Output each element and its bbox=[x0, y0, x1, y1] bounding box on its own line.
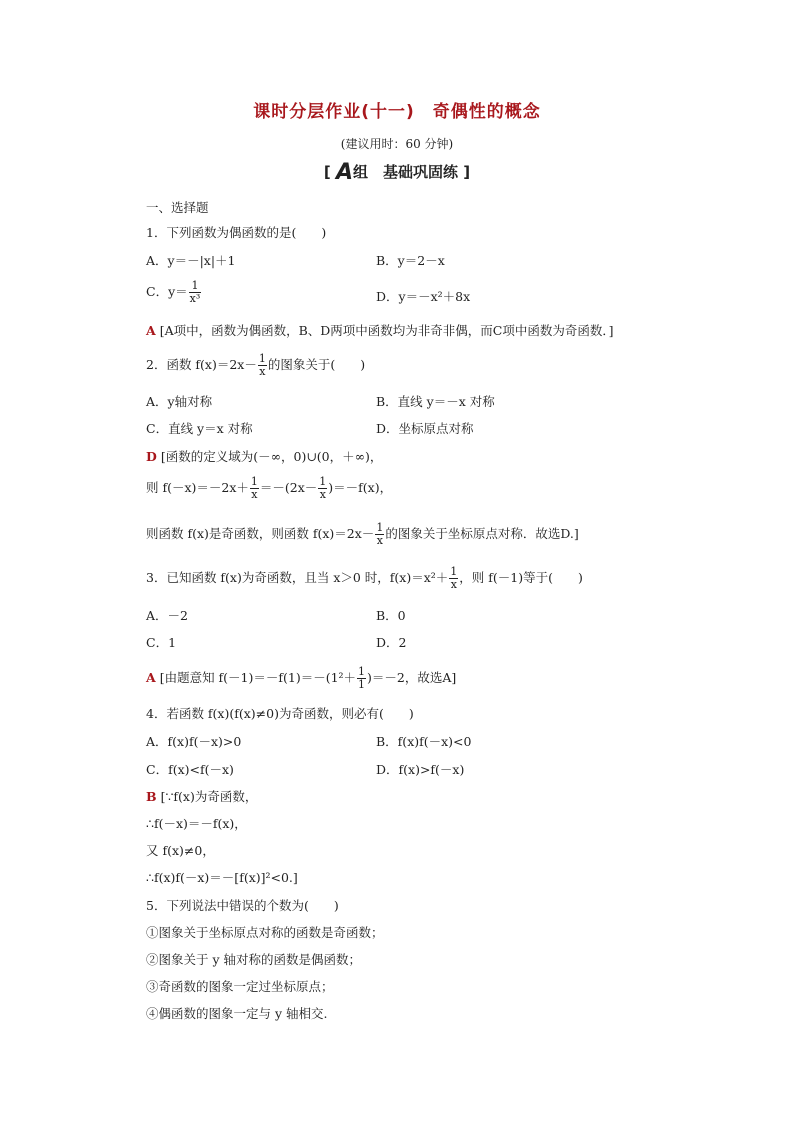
q3-exp-prefix: [由题意知 f(－1)＝－f(1)＝－(1²＋ bbox=[159, 670, 357, 685]
q1-answer: A bbox=[146, 323, 156, 338]
q4-explanation-1: [∵f(x)为奇函数， bbox=[160, 789, 258, 804]
fraction-numerator: 1 bbox=[376, 521, 384, 534]
fraction-numerator: 1 bbox=[189, 280, 202, 293]
page-title: 课时分层作业(十一) 奇偶性的概念 bbox=[253, 102, 541, 122]
q2-stem-prefix: 2．函数 f(x)＝2x－ bbox=[146, 357, 257, 372]
q3-answer-line bbox=[146, 666, 456, 691]
fraction-denominator: 1 bbox=[358, 678, 366, 691]
q5-statement-2: ②图象关于 y 轴对称的函数是偶函数； bbox=[146, 952, 362, 967]
q2-option-c: C．直线 y＝x 对称 bbox=[146, 421, 253, 436]
q2-stem-fraction bbox=[258, 353, 267, 378]
q4-explanation-3: 又 f(x)≠0， bbox=[146, 843, 215, 858]
fraction-denominator: x bbox=[251, 488, 258, 501]
q1-option-d: D．y＝－x²＋8x bbox=[376, 289, 471, 304]
fraction-numerator: 1 bbox=[250, 475, 258, 488]
q2-option-d: D．坐标原点对称 bbox=[376, 421, 474, 436]
q2-answer-line bbox=[146, 448, 382, 466]
q1-option-c bbox=[146, 280, 202, 305]
q2-explanation-3 bbox=[146, 522, 579, 547]
q5-stem: 5．下列说法中错误的个数为( ) bbox=[146, 898, 339, 913]
q2-exp3-suffix: 的图象关于坐标原点对称．故选D.] bbox=[385, 526, 579, 541]
q2-option-a: A．y轴对称 bbox=[146, 394, 213, 409]
q3-stem-suffix: ，则 f(－1)等于( ) bbox=[459, 570, 583, 585]
q1-option-b: B．y＝2－x bbox=[376, 253, 445, 268]
q2-exp3-fraction bbox=[375, 522, 384, 547]
q2-exp2-fraction-2 bbox=[318, 476, 327, 501]
group-heading bbox=[0, 160, 794, 185]
q3-answer: A bbox=[146, 670, 156, 685]
fraction-numerator: 1 bbox=[450, 565, 458, 578]
fraction-numerator: 1 bbox=[358, 665, 366, 678]
q4-explanation-4: ∴f(x)f(－x)＝－[f(x)]²<0.] bbox=[146, 870, 298, 885]
group-bracket-open: [ bbox=[323, 163, 331, 181]
group-label: 组 基础巩固练 bbox=[353, 163, 459, 181]
q4-answer-line bbox=[146, 788, 257, 806]
q4-answer: B bbox=[146, 789, 157, 804]
q2-exp2-prefix: 则 f(－x)＝－2x＋ bbox=[146, 480, 249, 495]
q1-answer-line bbox=[146, 322, 614, 340]
q4-option-b: B．f(x)f(－x)<0 bbox=[376, 734, 472, 749]
q3-stem bbox=[146, 566, 583, 591]
fraction-numerator: 1 bbox=[258, 352, 266, 365]
fraction-denominator: x bbox=[376, 534, 383, 547]
q1-option-c-prefix: C．y＝ bbox=[146, 284, 188, 299]
group-bracket-close: ] bbox=[463, 163, 471, 181]
q5-statement-1: ①图象关于坐标原点对称的函数是奇函数； bbox=[146, 925, 384, 940]
q4-option-d: D．f(x)>f(－x) bbox=[376, 762, 465, 777]
q3-option-c: C．1 bbox=[146, 635, 177, 650]
q1-explanation: [A项中，函数为偶函数，B、D两项中函数均为非奇非偶，而C项中函数为奇函数．] bbox=[159, 323, 614, 338]
time-hint: (建议用时：60 分钟) bbox=[340, 137, 454, 151]
q1-stem: 1．下列函数为偶函数的是( ) bbox=[146, 225, 327, 240]
q3-exp-suffix: )＝－2，故选A] bbox=[367, 670, 457, 685]
fraction-numerator: 1 bbox=[319, 475, 327, 488]
q1-option-c-fraction bbox=[189, 280, 202, 305]
q3-option-b: B．0 bbox=[376, 608, 406, 623]
fraction-denominator: x bbox=[259, 365, 266, 378]
q2-exp2-fraction-1 bbox=[250, 476, 259, 501]
q2-stem-suffix: 的图象关于( ) bbox=[267, 357, 366, 372]
section-heading: 一、选择题 bbox=[146, 200, 209, 215]
q5-statement-3: ③奇函数的图象一定过坐标原点； bbox=[146, 979, 334, 994]
q3-option-d: D．2 bbox=[376, 635, 407, 650]
q3-exp-fraction bbox=[357, 666, 366, 691]
q2-explanation-2 bbox=[146, 476, 392, 501]
fraction-denominator: x bbox=[319, 488, 326, 501]
q4-explanation-2: ∴f(－x)＝－f(x)， bbox=[146, 816, 247, 831]
q3-stem-fraction bbox=[449, 566, 458, 591]
q4-stem: 4．若函数 f(x)(f(x)≠0)为奇函数，则必有( ) bbox=[146, 706, 414, 721]
q2-explanation-1: [函数的定义域为(－∞，0)∪(0，＋∞)， bbox=[160, 449, 383, 464]
q3-stem-prefix: 3．已知函数 f(x)为奇函数，且当 x＞0 时，f(x)＝x²＋ bbox=[146, 570, 449, 585]
q2-exp3-prefix: 则函数 f(x)是奇函数，则函数 f(x)＝2x－ bbox=[146, 526, 375, 541]
q4-option-a: A．f(x)f(－x)>0 bbox=[146, 734, 242, 749]
q3-option-a: A．－2 bbox=[146, 608, 188, 623]
q4-option-c: C．f(x)<f(－x) bbox=[146, 762, 234, 777]
q2-exp2-middle: ＝－(2x－ bbox=[259, 480, 318, 495]
q1-option-a: A．y＝－|x|＋1 bbox=[146, 253, 236, 268]
fraction-denominator: x³ bbox=[189, 292, 201, 305]
q5-statement-4: ④偶函数的图象一定与 y 轴相交. bbox=[146, 1006, 328, 1021]
q2-exp2-suffix: )＝－f(x)， bbox=[328, 480, 393, 495]
q2-answer: D bbox=[146, 449, 157, 464]
q2-stem bbox=[146, 353, 365, 378]
group-letter: A bbox=[335, 160, 353, 185]
q2-option-b: B．直线 y＝－x 对称 bbox=[376, 394, 495, 409]
fraction-denominator: x bbox=[450, 578, 457, 591]
